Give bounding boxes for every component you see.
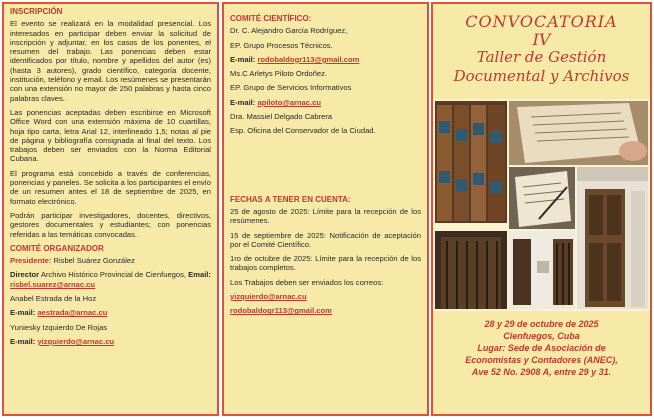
cientifico-member-3: Dra. Massiel Delgado Cabrera — [230, 112, 333, 122]
fecha-1: 25 de agosto de 2025: Límite para la recepción de los resúmenes. — [230, 206, 421, 226]
director-line — [10, 270, 211, 289]
portada-title-block — [437, 8, 646, 96]
panel-portada — [431, 2, 652, 416]
cientifico-member-2-role: EP. Grupo de Servicios Informativos — [230, 83, 352, 93]
photo-facade — [509, 231, 575, 309]
member-2-name: Anabel Estrada de la Hoz — [10, 294, 97, 304]
photo-wooden-door — [435, 231, 507, 309]
cientifico-email-1-label: E-mail: — [230, 54, 256, 64]
cientifico-email-2-link[interactable]: apiloto@arnac.cu — [257, 97, 321, 107]
cientifico-member-1: Dr. C. Alejandro García Rodríguez, — [230, 26, 348, 36]
fecha-2: 15 de septiembre de 2025: Notificación de aceptación por el Comité Científico. — [230, 230, 421, 249]
member-2-email-label: E-mail: — [10, 308, 36, 318]
member-3-name: Yuniesky Izquierdo De Rojas — [10, 322, 108, 332]
photo-old-document — [509, 101, 648, 165]
cientifico-title: COMITÉ CIENTÍFICO: — [230, 14, 312, 23]
photo-collage — [433, 99, 650, 311]
envio-text: Los Trabajos deben ser enviados los correos: — [230, 277, 384, 287]
organizador-title: COMITÉ ORGANIZADOR — [10, 243, 104, 253]
event-city: Cienfuegos, Cuba — [503, 331, 580, 341]
director-label: Director — [10, 270, 40, 280]
cientifico-email-2-line — [230, 98, 421, 107]
inscripcion-paragraph-4: Podrán participar investigadores, docentes, directivos, gestores documentales y estudiantes; con ponencias referidas a las temáticas convocadas. — [10, 210, 211, 239]
member-3-email-label: E-mail: — [10, 336, 36, 346]
event-info — [433, 318, 650, 378]
director-email-label: Email: — [188, 270, 211, 280]
fechas-title: FECHAS A TENER EN CUENTA: — [230, 194, 351, 204]
fecha-3: 1ro de octubre de 2025: Límite para la recepción de los trabajos completos. — [230, 254, 421, 273]
inscripcion-paragraph-2: Las ponencias aceptadas deben escribirse en Microsoft Office Word con una extensión máxima de 10 cuartillas, hoja tipo carta, letra Arial 12, interlineado 1,5; notas al pie de página y bibliografía consignada al final del texto. Los trabajos deben ser enviados con la Norma Editorial Cubana. — [10, 107, 211, 164]
member-3-email-line — [10, 337, 211, 346]
photo-writing — [509, 167, 575, 229]
cientifico-member-3-role: Esp. Oficina del Conservador de la Ciudad. — [230, 126, 376, 136]
event-venue-line-2: Economistas y Contadores (ANEC), — [465, 355, 618, 365]
panel-inscripcion — [2, 2, 219, 416]
inscripcion-title: INSCRIPCIÓN — [10, 7, 63, 16]
edition-number: IV — [532, 30, 551, 49]
member-3-email-link[interactable]: yizquierdo@arnac.cu — [37, 336, 115, 346]
cientifico-member-2: Ms.C Arletys Piloto Ordoñez. — [230, 69, 328, 79]
presidente-name: Risbel Suárez González — [53, 256, 135, 266]
inscripcion-paragraph-1: El evento se realizará en la modalidad presencial. Los interesados en participar deben enviar la solicitud de inscripción y adjuntar, en los casos de los ponentes, el resumen del trabajo. Las ponencias deben estar identificados por título, nombre y apellidos del autor (es) (hasta 3 autores), grado científico, categoría docente, institución, teléfono y email. Los resúmenes se presentarán con una extensión no mayor de 250 palabras y hasta cinco palabras claves. — [10, 19, 211, 103]
photo-archive-boxes — [435, 101, 507, 223]
director-email-link[interactable]: risbel.suarez@arnac.cu — [10, 279, 96, 289]
event-venue-line-3: Ave 52 No. 2908 A, entre 29 y 31. — [471, 367, 612, 377]
panel-comite-cientifico — [222, 2, 429, 416]
presidente-line — [10, 256, 211, 265]
event-title-line-2: Documental y Archivos — [453, 67, 630, 85]
event-date: 28 y 29 de octubre de 2025 — [484, 319, 599, 329]
correo-envio-1[interactable]: yizquierdo@arnac.cu — [230, 292, 307, 302]
cientifico-email-1-line — [230, 55, 421, 64]
director-text: Archivo Histórico Provincial de Cienfuegos, — [40, 270, 187, 280]
convocatoria-heading: CONVOCATORIA — [465, 12, 618, 31]
correo-envio-2[interactable]: rodobaldogr113@gmail.com — [230, 306, 332, 316]
cientifico-email-2-label: E-mail: — [230, 97, 256, 107]
member-2-email-line — [10, 308, 211, 317]
member-2-email-link[interactable]: aestrada@arnac.cu — [37, 308, 108, 318]
cientifico-member-1-role: EP. Grupo Procesos Técnicos. — [230, 40, 333, 50]
inscripcion-paragraph-3: El programa está concebido a través de conferencias, ponencias y paneles. Se solicita a los participantes el envío de un resumen antes el 18 de septiembre de 2025, en formato electrónico. — [10, 168, 211, 206]
presidente-label: Presidente: — [10, 256, 52, 266]
photo-building-doorway — [577, 167, 648, 309]
event-venue-line-1: Lugar: Sede de Asociación de — [477, 343, 606, 353]
event-title-line-1: Taller de Gestión — [476, 48, 607, 66]
cientifico-email-1-link[interactable]: rodobaldogr113@gmail.com — [257, 54, 360, 64]
